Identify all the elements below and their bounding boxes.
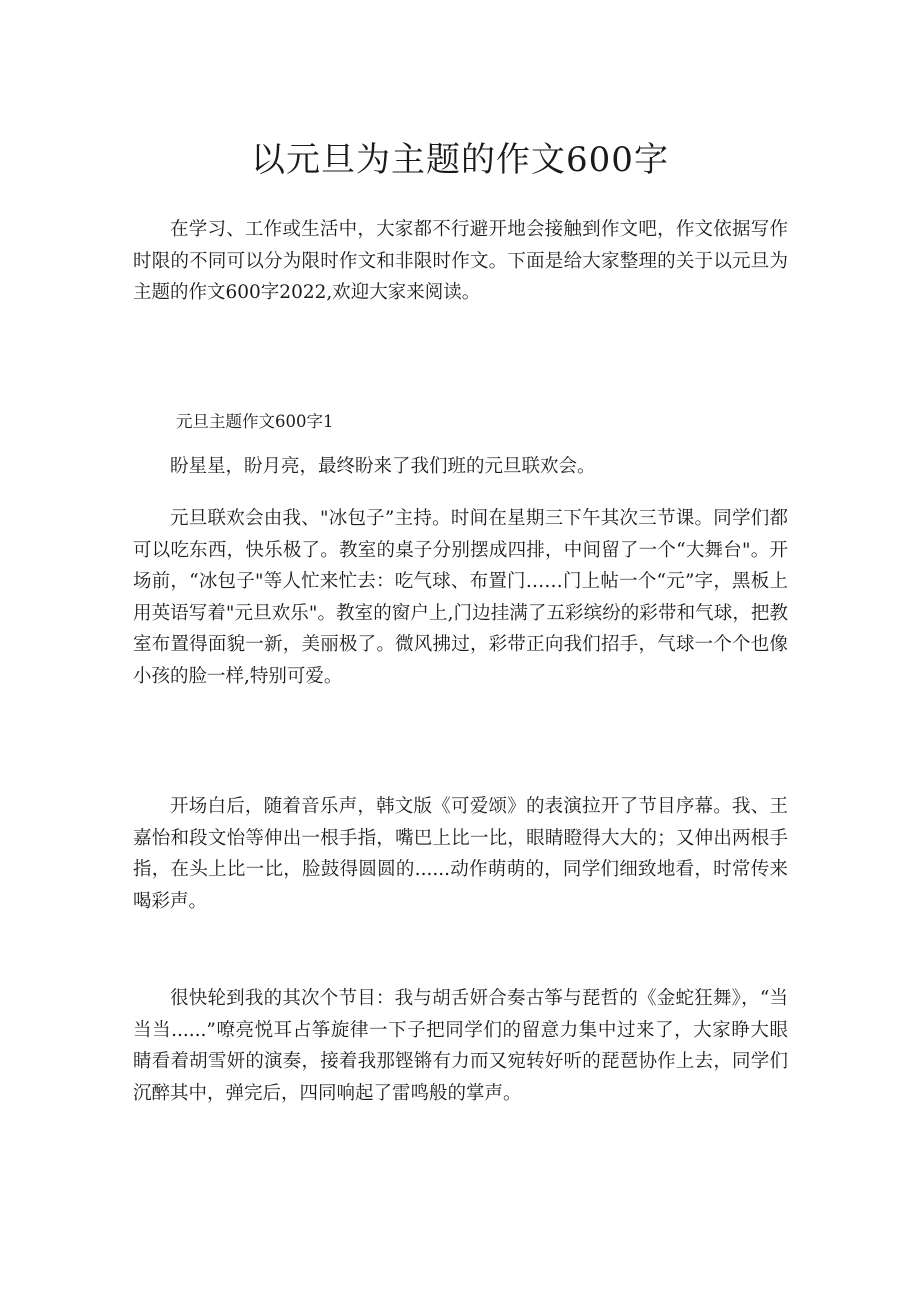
document-title: 以元旦为主题的作文600字 (251, 140, 669, 180)
paragraph-2: 元旦联欢会由我、"冰包子”主持。时间在星期三下午其次三节课。同学们都可以吃东西，快乐极了。教室的桌子分别摆成四排，中间留了一个“大舞台"。开场前，“冰包子"等人忙来忙去：吃气球、布置门……门上帖一个“元”字，黑板上用英语写着"元旦欢乐"。教室的窗户上,门边挂满了五彩缤纷的彩带和气球，把教室布置得面貌一新，美丽极了。微风拂过，彩带正向我们招手，气球一个个也像小孩的脸一样,特别可爱。 (133, 508, 788, 687)
paragraph-4: 很快轮到我的其次个节目：我与胡舌妍合奏古筝与琵哲的《金蛇狂舞》，“当当当......”嘹亮悦耳占筝旋律一下子把同学们的留意力集中过来了，大家睁大眼睛看着胡雪妍的演奏，接着我那铿锵有力而又宛转好听的琵琶协作上去，同学们沉醉其中，弹完后，四同响起了雷鸣般的掌声。 (133, 988, 788, 1104)
paragraph-3: 开场白后，随着音乐声，韩文版《可爱颂》的表演拉开了节目序幕。我、王嘉怡和段文怡等伸出一根手指，嘴巴上比一比，眼睛瞪得大大的；又伸出两根手指，在头上比一比，脸鼓得圆圆的......动作萌萌的，同学们细致地看，时常传来喝彩声。 (133, 796, 788, 912)
paragraph-1: 盼星星，盼月亮，最终盼来了我们班的元旦联欢会。 (170, 456, 596, 477)
section-heading: 元旦主题作文600字1 (176, 412, 334, 431)
intro-paragraph: 在学习、工作或生活中，大家都不行避开地会接触到作文吧，作文依据写作时限的不同可以分为限时作文和非限时作文。下面是给大家整理的关于以元旦为主题的作文600字2022,欢迎大家来阅读。 (133, 219, 788, 304)
